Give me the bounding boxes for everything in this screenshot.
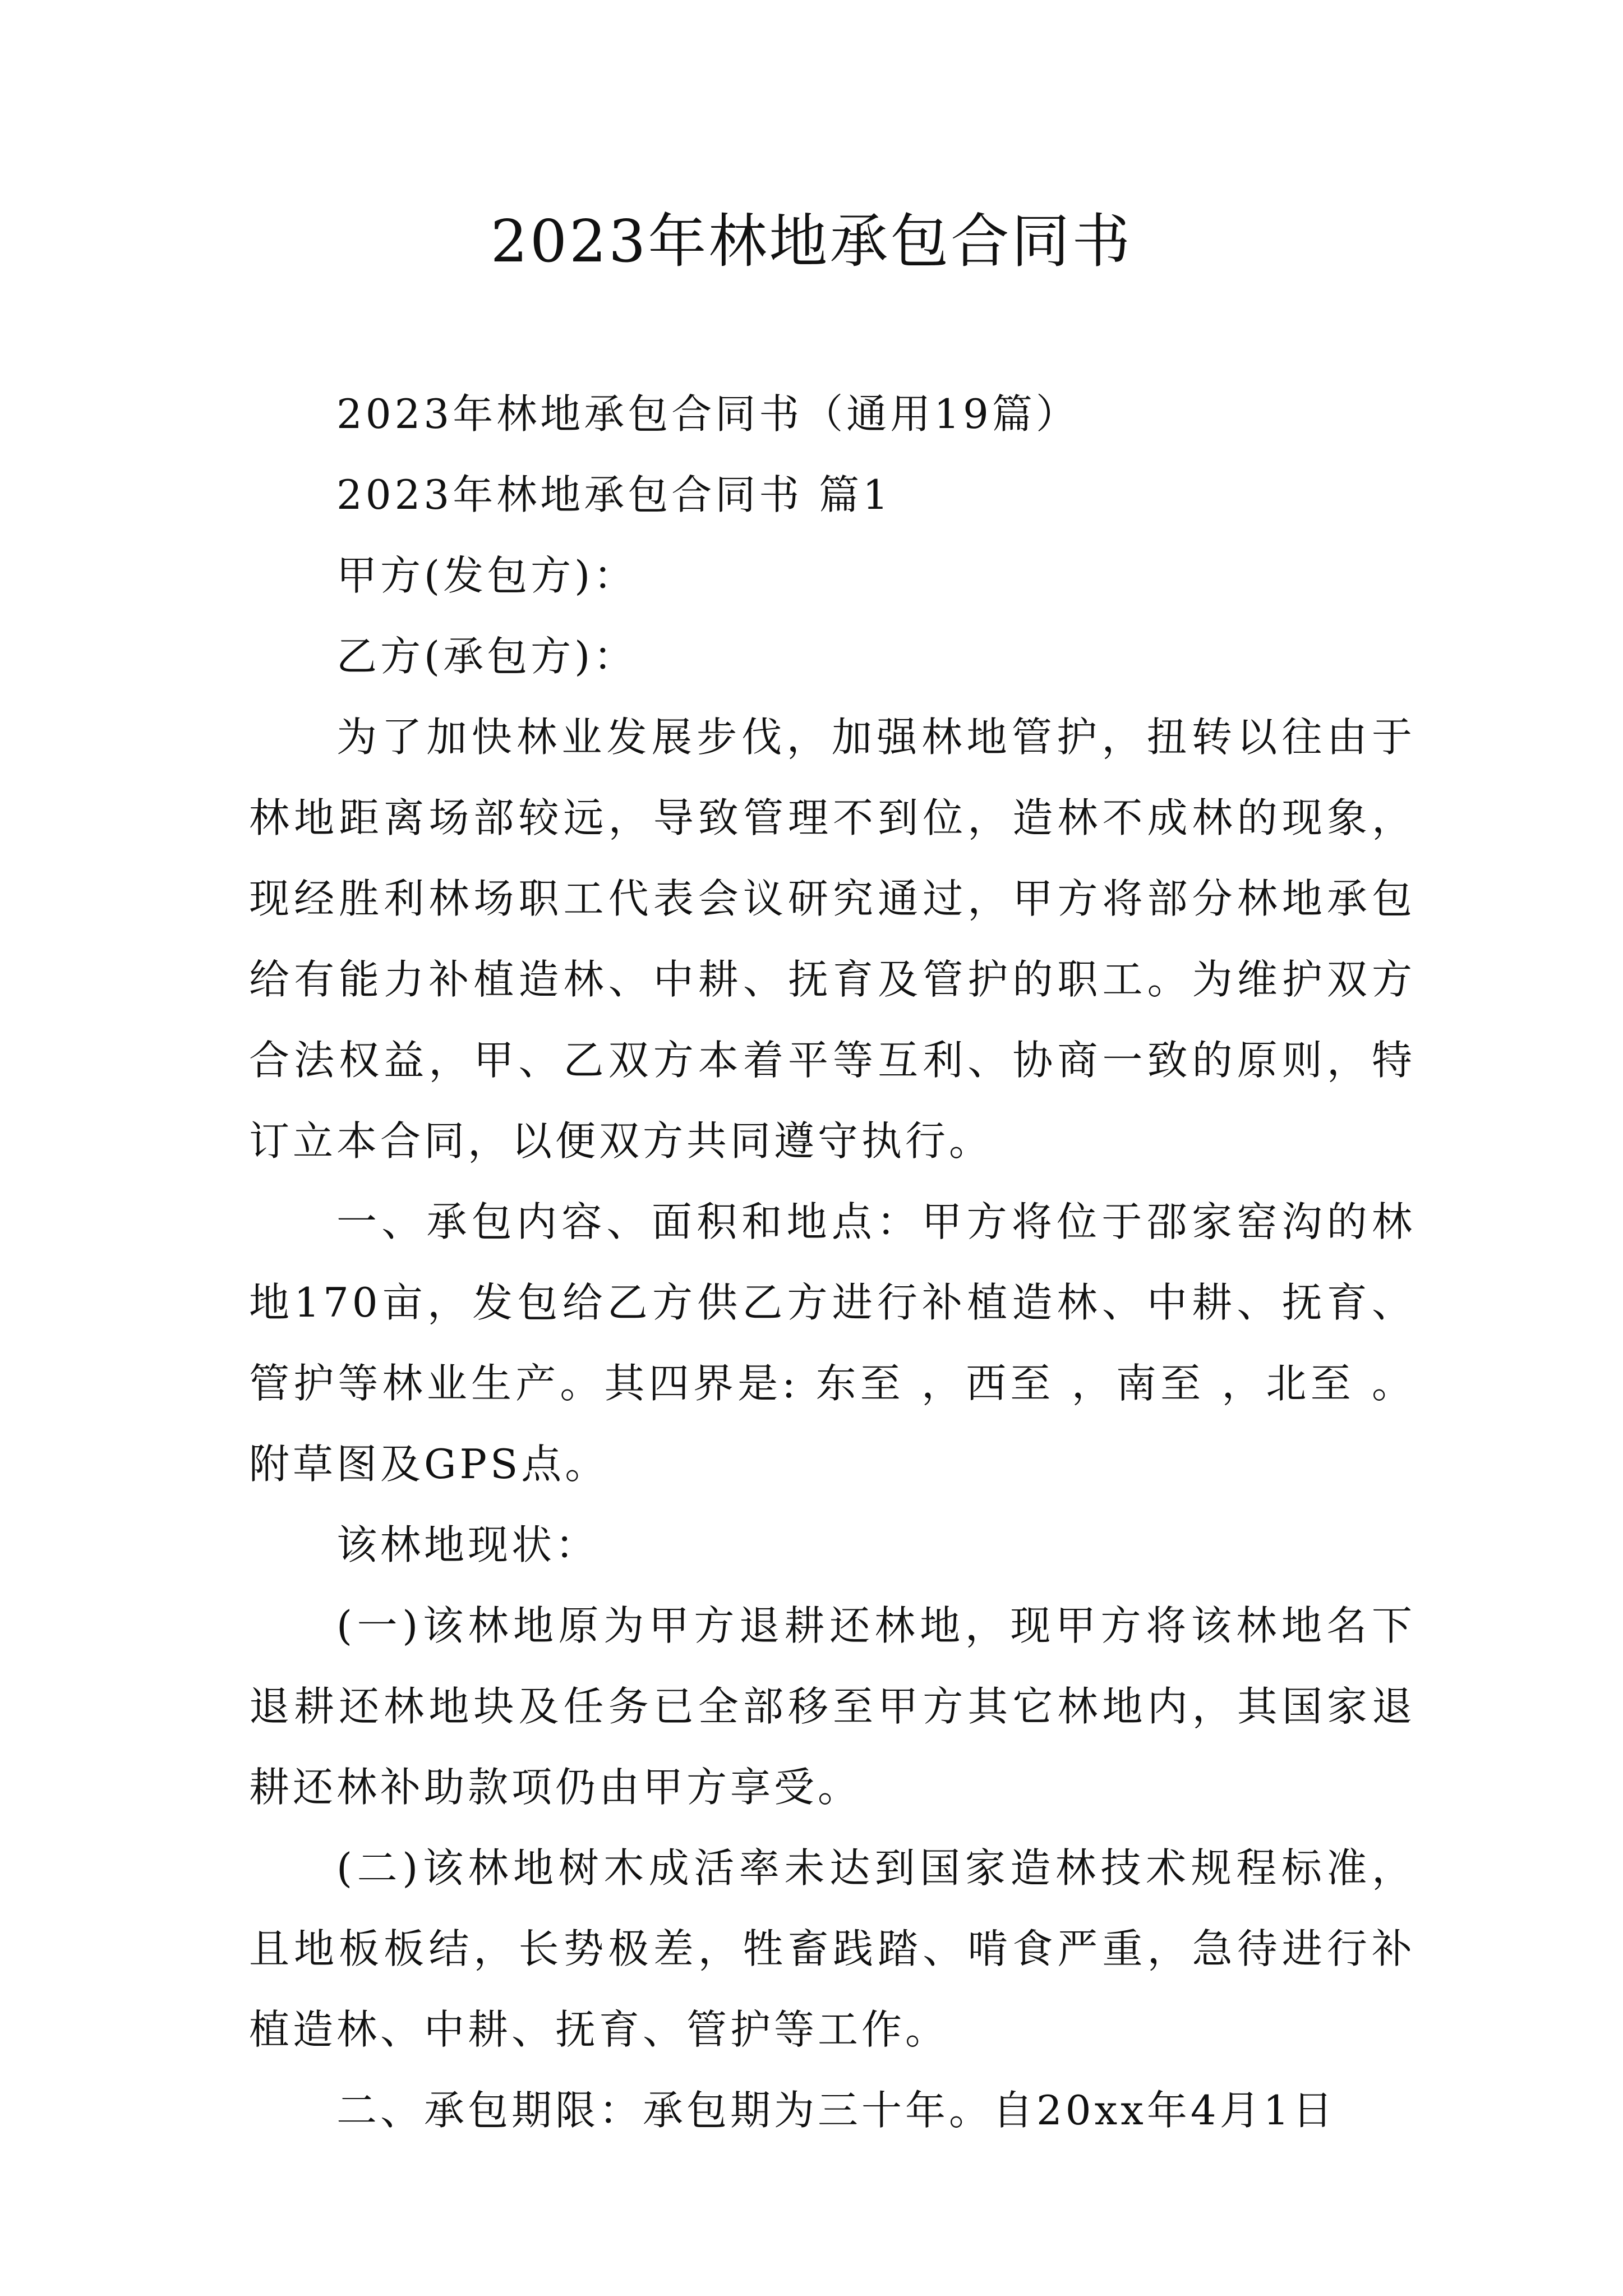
preamble-paragraph: 为了加快林业发展步伐，加强林地管护，扭转以往由于林地距离场部较远，导致管理不到位，造林不成林的现象，现经胜利林场职工代表会议研究通过，甲方将部分林地承包给有能力补植造林、中耕、抚育及管护的职工。为维护双方合法权益，甲、乙双方本着平等互利、协商一致的原则，特订立本合同，以便双方共同遵守执行。 [249,714,1415,1165]
document-body [249,374,1415,2151]
clause-two-paragraph: 二、承包期限：承包期为三十年。自20xx年4月1日 [336,2087,1336,2134]
land-status-item-2: (二)该林地树木成活率未达到国家造林技术规程标准，且地板板结，长势极差，牲畜践踏、啃食严重，急待进行补植造林、中耕、抚育、管护等工作。 [249,1844,1415,2053]
party-a-line: 甲方(发包方)： [336,552,638,599]
section-heading: 2023年林地承包合同书 篇1 [336,471,892,518]
subtitle-paragraph: 2023年林地承包合同书（通用19篇） [336,390,1080,438]
document-title: 2023年林地承包合同书 [490,207,1133,275]
land-status-item-1: (一)该林地原为甲方退耕还林地，现甲方将该林地名下退耕还林地块及任务已全部移至甲方其它林地内，其国家退耕还林补助款项仍由甲方享受。 [249,1602,1415,1811]
clause-one-paragraph: 一、承包内容、面积和地点：甲方将位于邵家窑沟的林地170亩，发包给乙方供乙方进行补植造林、中耕、抚育、管护等林业生产。其四界是: 东至 ，西至 ，南至 ，北至 。附草图及GPS点。 [249,1198,1415,1488]
party-b-line: 乙方(承包方)： [336,633,638,680]
land-status-heading: 该林地现状： [336,1521,600,1568]
